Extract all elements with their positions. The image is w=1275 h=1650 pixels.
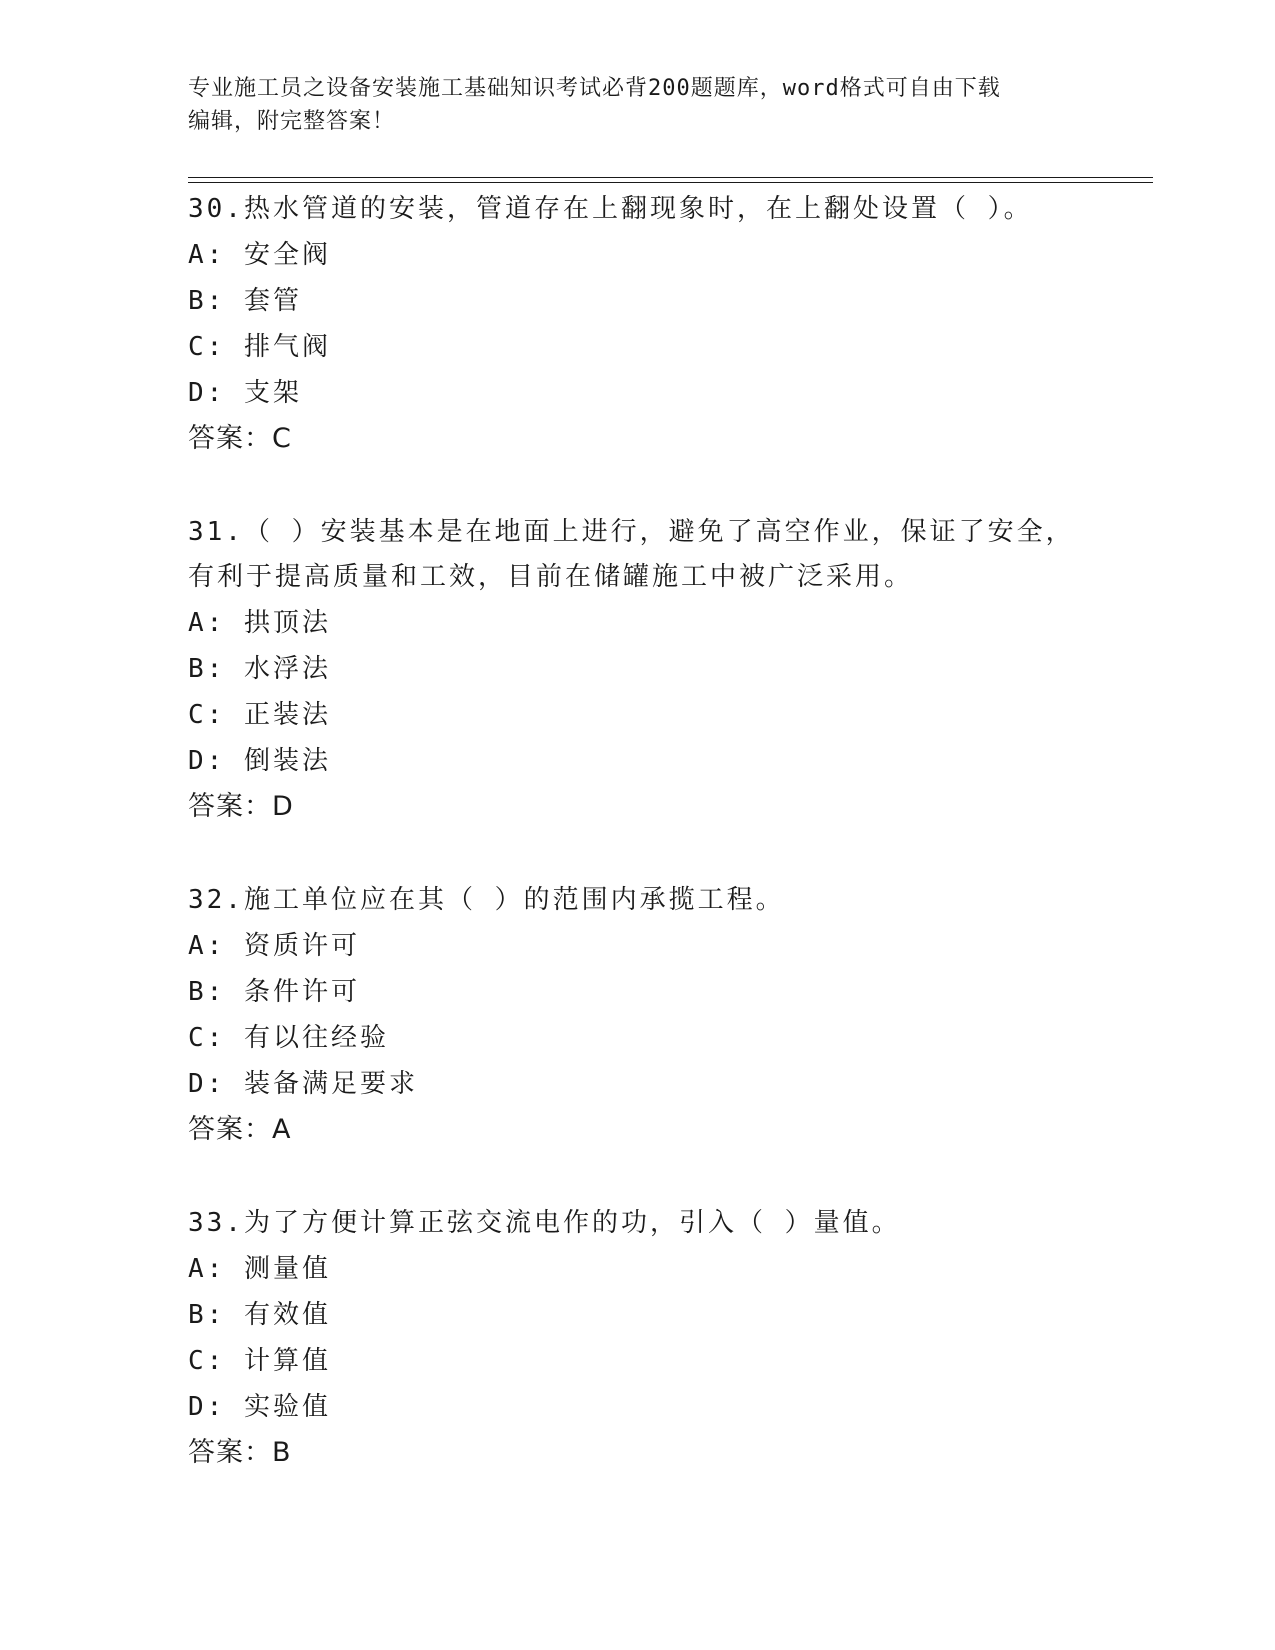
option-b: B: 水浮法	[188, 654, 331, 684]
question-32	[188, 878, 1148, 1153]
question-stem: 30.热水管道的安装，管道存在上翻现象时，在上翻处设置（ ）。	[188, 194, 1033, 224]
option-b: B: 条件许可	[188, 977, 360, 1007]
question-stem: 33.为了方便计算正弦交流电作的功，引入（ ）量值。	[188, 1208, 901, 1238]
question-31	[188, 510, 1148, 830]
option-a: A: 资质许可	[188, 931, 360, 961]
answer-line: 答案：C	[188, 423, 292, 454]
option-c: C: 有以往经验	[188, 1023, 389, 1053]
document-title	[188, 72, 1088, 138]
option-c: C: 计算值	[188, 1346, 331, 1376]
option-a: A: 拱顶法	[188, 608, 331, 638]
option-c: C: 排气阀	[188, 332, 331, 362]
option-b: B: 有效值	[188, 1300, 331, 1330]
title-line-1: 专业施工员之设备安装施工基础知识考试必背200题题库，word格式可自由下载	[188, 76, 1001, 101]
question-33	[188, 1201, 1148, 1476]
option-d: D: 支架	[188, 378, 302, 408]
answer-line: 答案：D	[188, 791, 294, 822]
question-stem-line-2: 有利于提高质量和工效，目前在储罐施工中被广泛采用。	[188, 562, 914, 592]
option-c: C: 正装法	[188, 700, 331, 730]
header-divider-bottom	[188, 182, 1153, 183]
title-line-2: 编辑，附完整答案！	[188, 109, 396, 134]
option-d: D: 实验值	[188, 1392, 331, 1422]
option-a: A: 安全阀	[188, 240, 331, 270]
question-stem-line-1: 31.（ ）安装基本是在地面上进行，避免了高空作业，保证了安全，	[188, 517, 1075, 547]
question-list	[188, 187, 1148, 1524]
header-divider-top	[188, 177, 1153, 178]
answer-line: 答案：B	[188, 1437, 292, 1468]
option-d: D: 装备满足要求	[188, 1069, 418, 1099]
question-30	[188, 187, 1148, 462]
answer-line: 答案：A	[188, 1114, 292, 1145]
option-a: A: 测量值	[188, 1254, 331, 1284]
question-stem: 32.施工单位应在其（ ）的范围内承揽工程。	[188, 885, 785, 915]
option-d: D: 倒装法	[188, 746, 331, 776]
option-b: B: 套管	[188, 286, 302, 316]
